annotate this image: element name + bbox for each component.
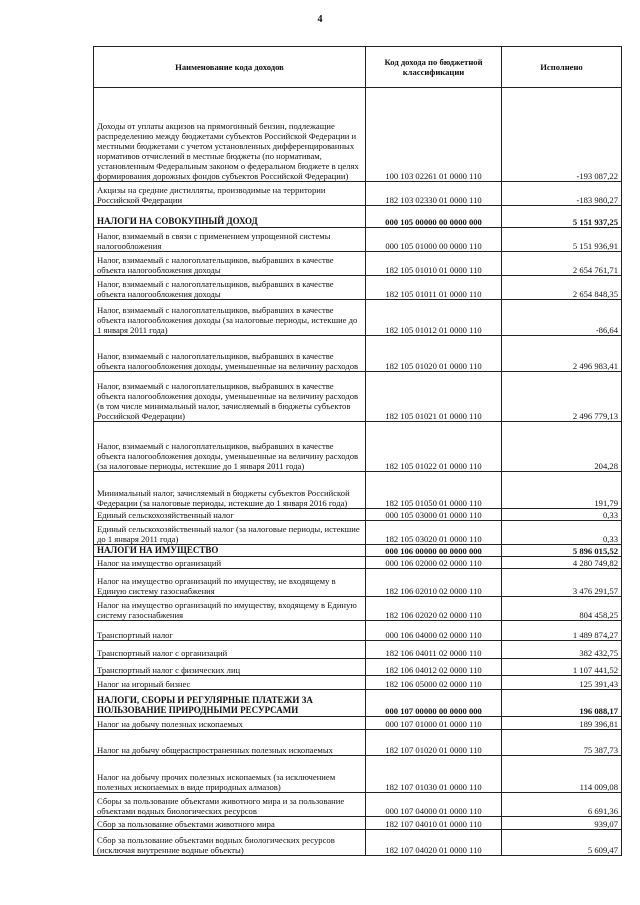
table-row bbox=[94, 557, 622, 569]
row-code: 182 105 01050 01 0000 110 bbox=[366, 472, 502, 509]
row-value: 196 088,17 bbox=[502, 690, 622, 717]
row-value: 125 391,43 bbox=[502, 676, 622, 690]
table-row bbox=[94, 422, 622, 472]
row-name: Сбор за пользование объектами животного мира bbox=[94, 817, 366, 830]
table-row bbox=[94, 597, 622, 621]
row-value: 2 496 779,13 bbox=[502, 372, 622, 422]
row-value: 1 489 874,27 bbox=[502, 621, 622, 641]
row-value: 114 009,08 bbox=[502, 756, 622, 793]
table-row bbox=[94, 830, 622, 856]
row-code: 100 103 02261 01 0000 110 bbox=[366, 88, 502, 182]
row-name: Доходы от уплаты акцизов на прямогонный бензин, подлежащие распределению между бюджетами субъектов Российской Федерации и местными бюджетами с учетом установленных дифференцированных нормативов отчислений в местные бюджеты (по нормативам, установленным Федеральным законом о федеральном бюджете в целях формирования дорожных фондов субъектов Российской Федерации) bbox=[94, 88, 366, 182]
row-value: -86,64 bbox=[502, 300, 622, 336]
row-code: 182 106 05000 02 0000 110 bbox=[366, 676, 502, 690]
page-number: 4 bbox=[317, 14, 323, 25]
table-row bbox=[94, 621, 622, 641]
row-value: 191,79 bbox=[502, 472, 622, 509]
row-name: Налог на добычу полезных ископаемых bbox=[94, 717, 366, 730]
row-code: 000 105 00000 00 0000 000 bbox=[366, 206, 502, 228]
row-name: Налог, взимаемый с налогоплательщиков, выбравших в качестве объекта налогообложения доходы, уменьшенные на величину расходов bbox=[94, 336, 366, 372]
table-row bbox=[94, 545, 622, 557]
row-code: 182 105 01010 01 0000 110 bbox=[366, 252, 502, 276]
table-row bbox=[94, 372, 622, 422]
row-value: 4 280 749,82 bbox=[502, 557, 622, 569]
row-value: 804 458,25 bbox=[502, 597, 622, 621]
table-body bbox=[94, 88, 622, 856]
row-code: 182 107 01030 01 0000 110 bbox=[366, 756, 502, 793]
table-row bbox=[94, 206, 622, 228]
row-value: 2 654 761,71 bbox=[502, 252, 622, 276]
row-value: 204,28 bbox=[502, 422, 622, 472]
row-code: 000 107 04000 01 0000 110 bbox=[366, 793, 502, 817]
row-value: 939,07 bbox=[502, 817, 622, 830]
row-code: 182 106 02020 02 0000 110 bbox=[366, 597, 502, 621]
table-row bbox=[94, 252, 622, 276]
row-code: 000 107 00000 00 0000 000 bbox=[366, 690, 502, 717]
row-name: Налог, взимаемый с налогоплательщиков, выбравших в качестве объекта налогообложения доходы bbox=[94, 276, 366, 300]
row-name: Транспортный налог с физических лиц bbox=[94, 659, 366, 676]
row-name: Налог, взимаемый с налогоплательщиков, выбравших в качестве объекта налогообложения доходы (за налоговые периоды, истекшие до 1 января 2011 года) bbox=[94, 300, 366, 336]
header-value: Исполнено bbox=[502, 47, 622, 88]
table-row bbox=[94, 659, 622, 676]
row-value: -193 087,22 bbox=[502, 88, 622, 182]
table-row bbox=[94, 569, 622, 597]
row-name: Налог, взимаемый с налогоплательщиков, выбравших в качестве объекта налогообложения доходы bbox=[94, 252, 366, 276]
row-code: 182 107 01020 01 0000 110 bbox=[366, 730, 502, 756]
table-row bbox=[94, 641, 622, 659]
table-row bbox=[94, 182, 622, 206]
table-header-row bbox=[94, 47, 622, 88]
row-code: 182 106 04012 02 0000 110 bbox=[366, 659, 502, 676]
table-row bbox=[94, 756, 622, 793]
row-name: Минимальный налог, зачисляемый в бюджеты субъектов Российской Федерации (за налоговые периоды, истекшие до 1 января 2016 года) bbox=[94, 472, 366, 509]
row-value: 3 476 291,57 bbox=[502, 569, 622, 597]
table-row bbox=[94, 509, 622, 521]
row-value: 6 691,36 bbox=[502, 793, 622, 817]
row-code: 182 105 01021 01 0000 110 bbox=[366, 372, 502, 422]
row-name: Акцизы на средние дистилляты, производимые на территории Российской Федерации bbox=[94, 182, 366, 206]
row-name: Налог на добычу прочих полезных ископаемых (за исключением полезных ископаемых в виде природных алмазов) bbox=[94, 756, 366, 793]
row-name: Транспортный налог с организаций bbox=[94, 641, 366, 659]
row-value: 189 396,81 bbox=[502, 717, 622, 730]
row-name: Налог, взимаемый с налогоплательщиков, выбравших в качестве объекта налогообложения доходы, уменьшенные на величину расходов (за налоговые периоды, истекшие до 1 января 2011 года) bbox=[94, 422, 366, 472]
row-value: 2 496 983,41 bbox=[502, 336, 622, 372]
row-name: Налог на имущество организаций по имуществу, не входящему в Единую систему газоснабжения bbox=[94, 569, 366, 597]
table-row bbox=[94, 300, 622, 336]
row-name: Сборы за пользование объектами животного мира и за пользование объектами водных биологических ресурсов bbox=[94, 793, 366, 817]
row-name: Налог на имущество организаций bbox=[94, 557, 366, 569]
row-name: Единый сельскохозяйственный налог bbox=[94, 509, 366, 521]
row-name: НАЛОГИ НА ИМУЩЕСТВО bbox=[94, 545, 366, 557]
table-row bbox=[94, 521, 622, 545]
row-value: 1 107 441,52 bbox=[502, 659, 622, 676]
row-code: 182 106 02010 02 0000 110 bbox=[366, 569, 502, 597]
row-value: 5 896 015,52 bbox=[502, 545, 622, 557]
table-row bbox=[94, 472, 622, 509]
revenue-table bbox=[93, 46, 622, 856]
row-name: Транспортный налог bbox=[94, 621, 366, 641]
row-name: Налог на игорный бизнес bbox=[94, 676, 366, 690]
row-value: 2 654 848,35 bbox=[502, 276, 622, 300]
row-name: НАЛОГИ, СБОРЫ И РЕГУЛЯРНЫЕ ПЛАТЕЖИ ЗА ПОЛЬЗОВАНИЕ ПРИРОДНЫМИ РЕСУРСАМИ bbox=[94, 690, 366, 717]
row-code: 182 107 04010 01 0000 110 bbox=[366, 817, 502, 830]
row-name: Единый сельскохозяйственный налог (за налоговые периоды, истекшие до 1 января 2011 года) bbox=[94, 521, 366, 545]
row-name: Налог, взимаемый в связи с применением упрощенной системы налогообложения bbox=[94, 228, 366, 252]
header-name: Наименование кода доходов bbox=[94, 47, 366, 88]
row-code: 000 105 03000 01 0000 110 bbox=[366, 509, 502, 521]
row-code: 182 105 03020 01 0000 110 bbox=[366, 521, 502, 545]
row-code: 182 105 01022 01 0000 110 bbox=[366, 422, 502, 472]
row-value: 75 387,73 bbox=[502, 730, 622, 756]
row-code: 000 106 00000 00 0000 000 bbox=[366, 545, 502, 557]
row-value: 5 609,47 bbox=[502, 830, 622, 856]
table-row bbox=[94, 817, 622, 830]
row-code: 182 105 01011 01 0000 110 bbox=[366, 276, 502, 300]
table-row bbox=[94, 228, 622, 252]
row-name: Налог, взимаемый с налогоплательщиков, выбравших в качестве объекта налогообложения доходы, уменьшенные на величину расходов (в том числе минимальный налог, зачисляемый в бюджеты субъектов Российской Федерации) bbox=[94, 372, 366, 422]
row-value: 382 432,75 bbox=[502, 641, 622, 659]
row-code: 182 105 01020 01 0000 110 bbox=[366, 336, 502, 372]
table-row bbox=[94, 676, 622, 690]
row-name: Сбор за пользование объектами водных биологических ресурсов (исключая внутренние водные объекты) bbox=[94, 830, 366, 856]
row-code: 000 106 02000 02 0000 110 bbox=[366, 557, 502, 569]
row-name: Налог на добычу общераспространенных полезных ископаемых bbox=[94, 730, 366, 756]
row-value: -183 980,27 bbox=[502, 182, 622, 206]
row-code: 182 105 01012 01 0000 110 bbox=[366, 300, 502, 336]
table-row bbox=[94, 88, 622, 182]
table-row bbox=[94, 690, 622, 717]
row-code: 182 103 02330 01 0000 110 bbox=[366, 182, 502, 206]
row-value: 5 151 936,91 bbox=[502, 228, 622, 252]
header-code: Код дохода по бюджетной классификации bbox=[366, 47, 502, 88]
row-code: 000 106 04000 02 0000 110 bbox=[366, 621, 502, 641]
table-row bbox=[94, 793, 622, 817]
row-value: 0,33 bbox=[502, 509, 622, 521]
row-name: НАЛОГИ НА СОВОКУПНЫЙ ДОХОД bbox=[94, 206, 366, 228]
table-row bbox=[94, 730, 622, 756]
row-code: 000 105 01000 00 0000 110 bbox=[366, 228, 502, 252]
table-row bbox=[94, 276, 622, 300]
row-value: 0,33 bbox=[502, 521, 622, 545]
row-value: 5 151 937,25 bbox=[502, 206, 622, 228]
row-code: 182 107 04020 01 0000 110 bbox=[366, 830, 502, 856]
table-row bbox=[94, 336, 622, 372]
row-code: 182 106 04011 02 0000 110 bbox=[366, 641, 502, 659]
row-name: Налог на имущество организаций по имуществу, входящему в Единую систему газоснабжения bbox=[94, 597, 366, 621]
table-row bbox=[94, 717, 622, 730]
row-code: 000 107 01000 01 0000 110 bbox=[366, 717, 502, 730]
